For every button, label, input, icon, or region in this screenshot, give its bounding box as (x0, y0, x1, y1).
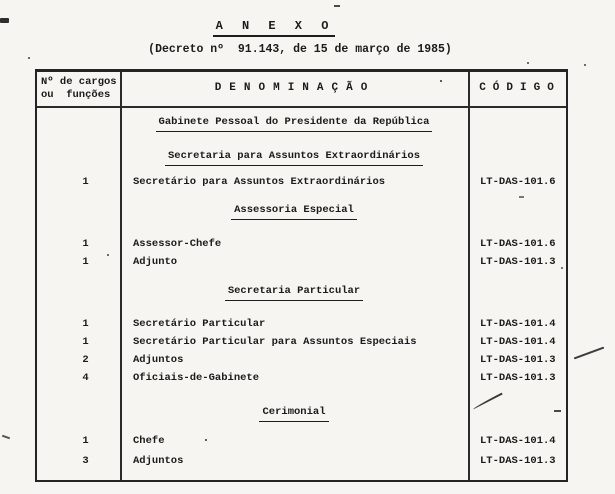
title-block (0, 16, 548, 37)
denomination-cell: Adjuntos (133, 455, 184, 467)
table-row (37, 354, 566, 369)
section-heading-label: Assessoria Especial (231, 204, 357, 220)
scan-speck (440, 80, 442, 82)
scan-smudge (0, 18, 9, 23)
denomination-cell: Chefe (133, 435, 165, 447)
subtitle-block (0, 39, 600, 57)
table-row (37, 372, 566, 387)
code-cell: LT-DAS-101.3 (480, 455, 556, 467)
decree-subtitle: (Decreto nº 91.143, de 15 de março de 1985) (148, 43, 452, 56)
code-cell: LT-DAS-101.4 (480, 435, 556, 447)
table-row (37, 435, 566, 450)
count-cell: 4 (82, 372, 89, 384)
section-heading-secretaria-extraordinarios (120, 150, 468, 165)
denomination-cell: Secretário para Assuntos Extraordinários (133, 176, 386, 188)
count-cell: 1 (82, 238, 89, 250)
table-row (37, 176, 566, 191)
scan-speck (205, 439, 207, 441)
header-cargos-line1: Nº de cargos (41, 76, 117, 88)
denomination-cell: Adjuntos (133, 354, 184, 366)
header-denominacao: DENOMINAÇÃO (214, 82, 376, 94)
count-cell: 1 (82, 435, 89, 447)
scan-mark (554, 410, 561, 412)
column-divider-2 (468, 72, 470, 480)
count-cell: 1 (82, 256, 89, 268)
page-title: A N E X O (213, 19, 336, 37)
section-heading-secretaria-particular (120, 285, 468, 300)
section-heading-cerimonial (120, 406, 468, 421)
denomination-cell: Assessor-Chefe (133, 238, 222, 250)
code-cell: LT-DAS-101.4 (480, 336, 556, 348)
count-cell: 1 (82, 176, 89, 188)
table-row (37, 336, 566, 351)
code-cell: LT-DAS-101.3 (480, 354, 556, 366)
section-heading-label: Secretaria Particular (225, 285, 363, 301)
code-cell: LT-DAS-101.4 (480, 318, 556, 330)
section-heading-label: Secretaria para Assuntos Extraordinários (165, 150, 423, 166)
scan-speck (28, 57, 30, 59)
section-heading-label: Cerimonial (259, 406, 328, 422)
scan-speck (584, 64, 586, 66)
denomination-cell: Oficiais-de-Gabinete (133, 372, 260, 384)
section-heading-gabinete (120, 116, 468, 131)
scan-mark (519, 196, 524, 198)
header-codigo: CÓDIGO (479, 82, 561, 94)
code-cell: LT-DAS-101.6 (480, 238, 556, 250)
pen-slash-mark (574, 347, 605, 360)
scan-mark (2, 435, 10, 440)
header-cargos (41, 76, 119, 102)
positions-table (35, 69, 568, 482)
table-row (37, 318, 566, 333)
scan-speck (527, 62, 529, 64)
denomination-cell: Secretário Particular (133, 318, 266, 330)
scan-speck (107, 254, 109, 256)
section-heading-assessoria (120, 204, 468, 219)
denomination-cell: Adjunto (133, 256, 178, 268)
code-cell: LT-DAS-101.3 (480, 372, 556, 384)
count-cell: 3 (82, 455, 89, 467)
section-heading-label: Gabinete Pessoal do Presidente da República (156, 116, 433, 132)
code-cell: LT-DAS-101.3 (480, 256, 556, 268)
count-cell: 1 (82, 318, 89, 330)
header-cargos-line2: ou funções (41, 89, 111, 101)
table-row (37, 455, 566, 470)
header-divider (37, 106, 566, 108)
count-cell: 1 (82, 336, 89, 348)
table-row (37, 256, 566, 271)
denomination-cell: Secretário Particular para Assuntos Especiais (133, 336, 417, 348)
table-row (37, 238, 566, 253)
scan-speck (561, 267, 563, 269)
scan-mark (334, 5, 340, 7)
count-cell: 2 (82, 354, 89, 366)
code-cell: LT-DAS-101.6 (480, 176, 556, 188)
